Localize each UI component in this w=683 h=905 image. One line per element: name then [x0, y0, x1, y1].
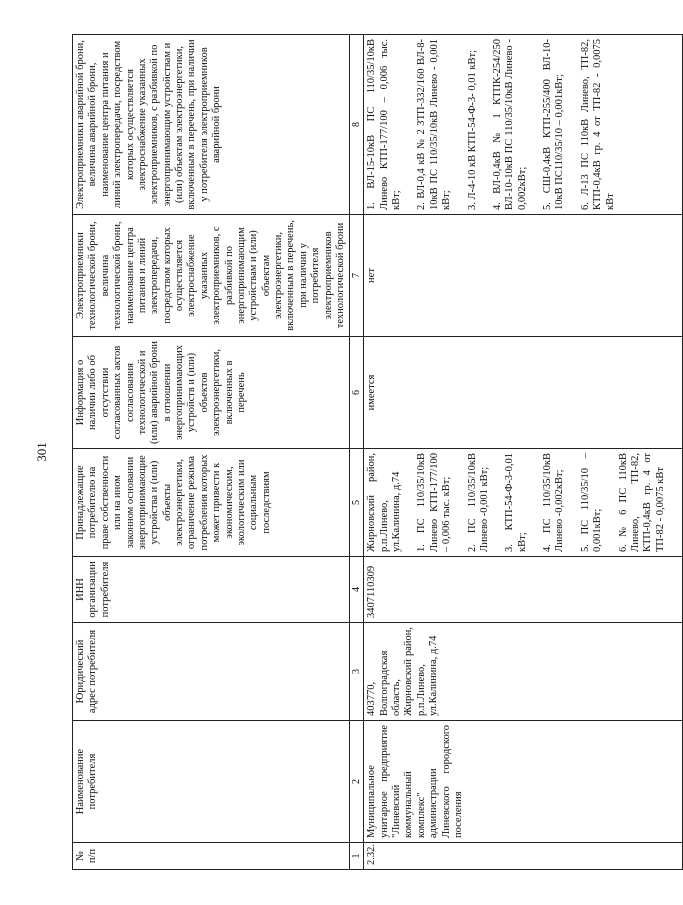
device-item: 1. ПС 110/35/10кВ Линево КТП-177/100 – 0,006 тыс. кВт;: [416, 453, 453, 552]
column-number: 8: [350, 35, 364, 215]
column-number: 4: [350, 557, 364, 623]
emergency-item: 1. ВЛ-15-10кВ ПС 110/35/10кВ Линево КТП-177/100 – 0,006 тыс. кВт;: [366, 39, 402, 210]
device-item: 5. ПС 110/35/10 – 0,001кВт;: [579, 453, 604, 552]
emergency-item: 6. Л-13 ПС 110кВ Линево, ТП-82, КТП-0,4кВ гр. 4 от ТП-82 - 0,0075 кВт: [579, 39, 616, 210]
device-item: 2. ПС 110/35/10кВ Линево -0,001 кВт;: [466, 453, 490, 552]
page-number: 301: [34, 442, 49, 462]
table-stage: [72, 35, 666, 870]
column-number: 2: [350, 721, 364, 843]
header-agreement: Информация о наличии либо об отсутствии согласованных актов согласования технологической и (или) аварийной брони в отношении энергопринимающих устройств и (или) объектов электроэнергетики, включенных в перечень: [73, 337, 350, 449]
device-item: Жирновский район, р.п.Линево, ул.Калинина, д.74: [366, 453, 402, 552]
header-name: Наименование потребителя: [73, 721, 350, 843]
column-number-row: [350, 35, 364, 870]
emergency-item: 5. СШ-0,4кВ КТП-255/400 ВЛ-10-10кВ ПС110/35/10 – 0,001кВт;: [542, 39, 566, 210]
header-devices: Принадлежащие потребителю на праве собственности или на ином законном основании энергопринимающие устройства и (или) объекты электроэнергетики, ограничение режима потребления которых может привести к экономическим, экологическим или социальным последствиям: [73, 449, 350, 557]
emergency-item: 3. Л-4-10 кВ КТП-54-Ф-3- 0,01 кВт;: [466, 50, 478, 210]
header-address: Юридический адрес потребителя: [73, 623, 350, 721]
column-number: 6: [350, 337, 364, 449]
device-item: 6. № 6 ПС 110кВ Линево, ТП-82, КТП-0,4кВ гр. 4 от ТП-82 - 0,0075 кВт: [617, 453, 666, 552]
header-row: [73, 35, 350, 870]
table-row: [364, 35, 683, 870]
consumer-address: 403770, Волгоградская область, Жирновский район, р.п.Линево, ул.Калинина, д.74: [364, 623, 683, 721]
device-item: 3. КТП-54-Ф-3-0,01 кВт;: [504, 453, 528, 552]
header-emergency-reserve: Электроприемники аварийной брони, величина аварийной брони, наименование центра питания и линий электропередачи, посредством которых осуществляется электроснабжение указанных электроприемников, с разбивкой по энергопринимающим устройствам и (или) объектам электроэнергетики, включенным в перечень, при наличии у потребителя электроприемников аварийной брони: [73, 35, 350, 215]
device-item: 4. ПС 110/35/10кВ Линево -0,002кВт;: [542, 453, 566, 552]
column-number: 1: [350, 843, 364, 870]
header-number: № п/п: [73, 843, 350, 870]
devices-cell: [364, 449, 683, 557]
column-number: 5: [350, 449, 364, 557]
column-number: 7: [350, 215, 364, 337]
consumer-inn: 3407110309: [364, 557, 683, 623]
column-number: 3: [350, 623, 364, 721]
agreement-status: имеется: [364, 337, 683, 449]
emergency-item: 4. ВЛ-0,4кВ № 1 КТПК-254/250 ВЛ-10-10кВ ПС 110/35/10кВ Линево - 0,002кВт;: [491, 39, 528, 210]
header-inn: ИНН организации потребителя: [73, 557, 350, 623]
consumer-name: Муниципальное унитарное предприятие "Линевский коммунальный комплекс" администрации Линевского городского поселения: [364, 721, 683, 843]
header-tech-reserve: Электроприемники технологической брони, величина технологической брони, наименование центра питания и линий электропередачи, посредством которых осуществляется электроснабжение указанных электроприемников, с разбивкой по энергопринимающим устройствам и (или) объектам электроэнергетики, включенным в перечень, при наличии у потребителя электроприемников технологической брони: [73, 215, 350, 337]
emergency-item: 2. ВЛ-0,4 кВ № 2 ЗТП-332/160 ВЛ-8-10кВ ПС 110/35/10кВ Линево - 0,001 кВт;: [416, 39, 453, 210]
row-number: 2.32.: [364, 843, 683, 870]
consumer-table: [72, 34, 683, 870]
tech-reserve-value: нет: [364, 215, 683, 337]
rotated-table-wrapper: [72, 35, 666, 870]
emergency-reserve-cell: [364, 35, 683, 215]
